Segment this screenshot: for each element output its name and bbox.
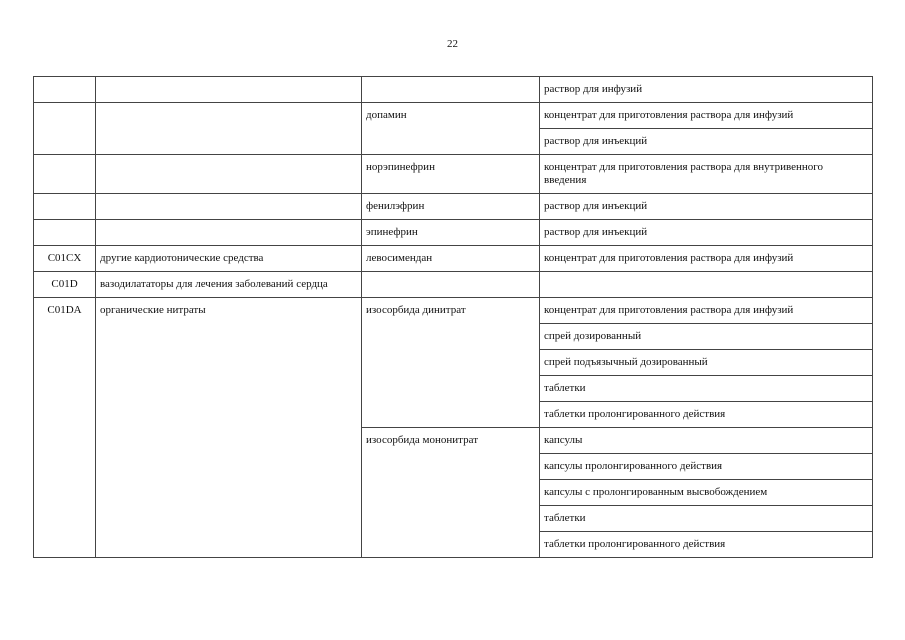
atc-code-cell <box>34 194 96 220</box>
dosage-form-cell: таблетки пролонгированного действия <box>540 532 873 558</box>
dosage-form-cell: раствор для инъекций <box>540 129 873 155</box>
dosage-form-cell <box>540 272 873 298</box>
table-row <box>34 77 873 103</box>
table-row <box>34 155 873 194</box>
drug-name-cell: фенилэфрин <box>362 194 540 220</box>
table-row <box>34 272 873 298</box>
drug-name-cell: изосорбида динитрат <box>362 298 540 428</box>
atc-code-cell: C01CX <box>34 246 96 272</box>
dosage-form-cell: концентрат для приготовления раствора для инфузий <box>540 298 873 324</box>
group-cell: другие кардиотонические средства <box>96 246 362 272</box>
atc-code-cell <box>34 155 96 194</box>
dosage-form-cell: капсулы пролонгированного действия <box>540 454 873 480</box>
group-cell <box>96 77 362 103</box>
table-row <box>34 220 873 246</box>
dosage-form-cell: спрей подъязычный дозированный <box>540 350 873 376</box>
dosage-form-cell: таблетки пролонгированного действия <box>540 402 873 428</box>
dosage-form-cell: таблетки <box>540 376 873 402</box>
table-row <box>34 298 873 324</box>
drug-name-cell: норэпинефрин <box>362 155 540 194</box>
dosage-form-cell: капсулы <box>540 428 873 454</box>
group-cell <box>96 155 362 194</box>
dosage-form-cell: концентрат для приготовления раствора для внутривенного введения <box>540 155 873 194</box>
table-row <box>34 194 873 220</box>
drug-name-cell: левосимендан <box>362 246 540 272</box>
drug-name-cell: изосорбида мононитрат <box>362 428 540 558</box>
dosage-form-cell: спрей дозированный <box>540 324 873 350</box>
group-cell: вазодилататоры для лечения заболеваний сердца <box>96 272 362 298</box>
atc-code-cell <box>34 103 96 155</box>
dosage-form-cell: таблетки <box>540 506 873 532</box>
dosage-form-cell: концентрат для приготовления раствора для инфузий <box>540 103 873 129</box>
atc-code-cell: C01DA <box>34 298 96 558</box>
group-cell <box>96 194 362 220</box>
drug-table <box>33 76 873 558</box>
table-row <box>34 103 873 129</box>
group-cell <box>96 220 362 246</box>
group-cell: органические нитраты <box>96 298 362 558</box>
dosage-form-cell: раствор для инфузий <box>540 77 873 103</box>
dosage-form-cell: раствор для инъекций <box>540 220 873 246</box>
drug-name-cell <box>362 77 540 103</box>
page-number: 22 <box>447 38 458 50</box>
atc-code-cell <box>34 220 96 246</box>
drug-name-cell: эпинефрин <box>362 220 540 246</box>
atc-code-cell <box>34 77 96 103</box>
dosage-form-cell: раствор для инъекций <box>540 194 873 220</box>
dosage-form-cell: концентрат для приготовления раствора для инфузий <box>540 246 873 272</box>
dosage-form-cell: капсулы с пролонгированным высвобождением <box>540 480 873 506</box>
drug-name-cell <box>362 272 540 298</box>
drug-name-cell: допамин <box>362 103 540 155</box>
group-cell <box>96 103 362 155</box>
table-row <box>34 246 873 272</box>
atc-code-cell: C01D <box>34 272 96 298</box>
